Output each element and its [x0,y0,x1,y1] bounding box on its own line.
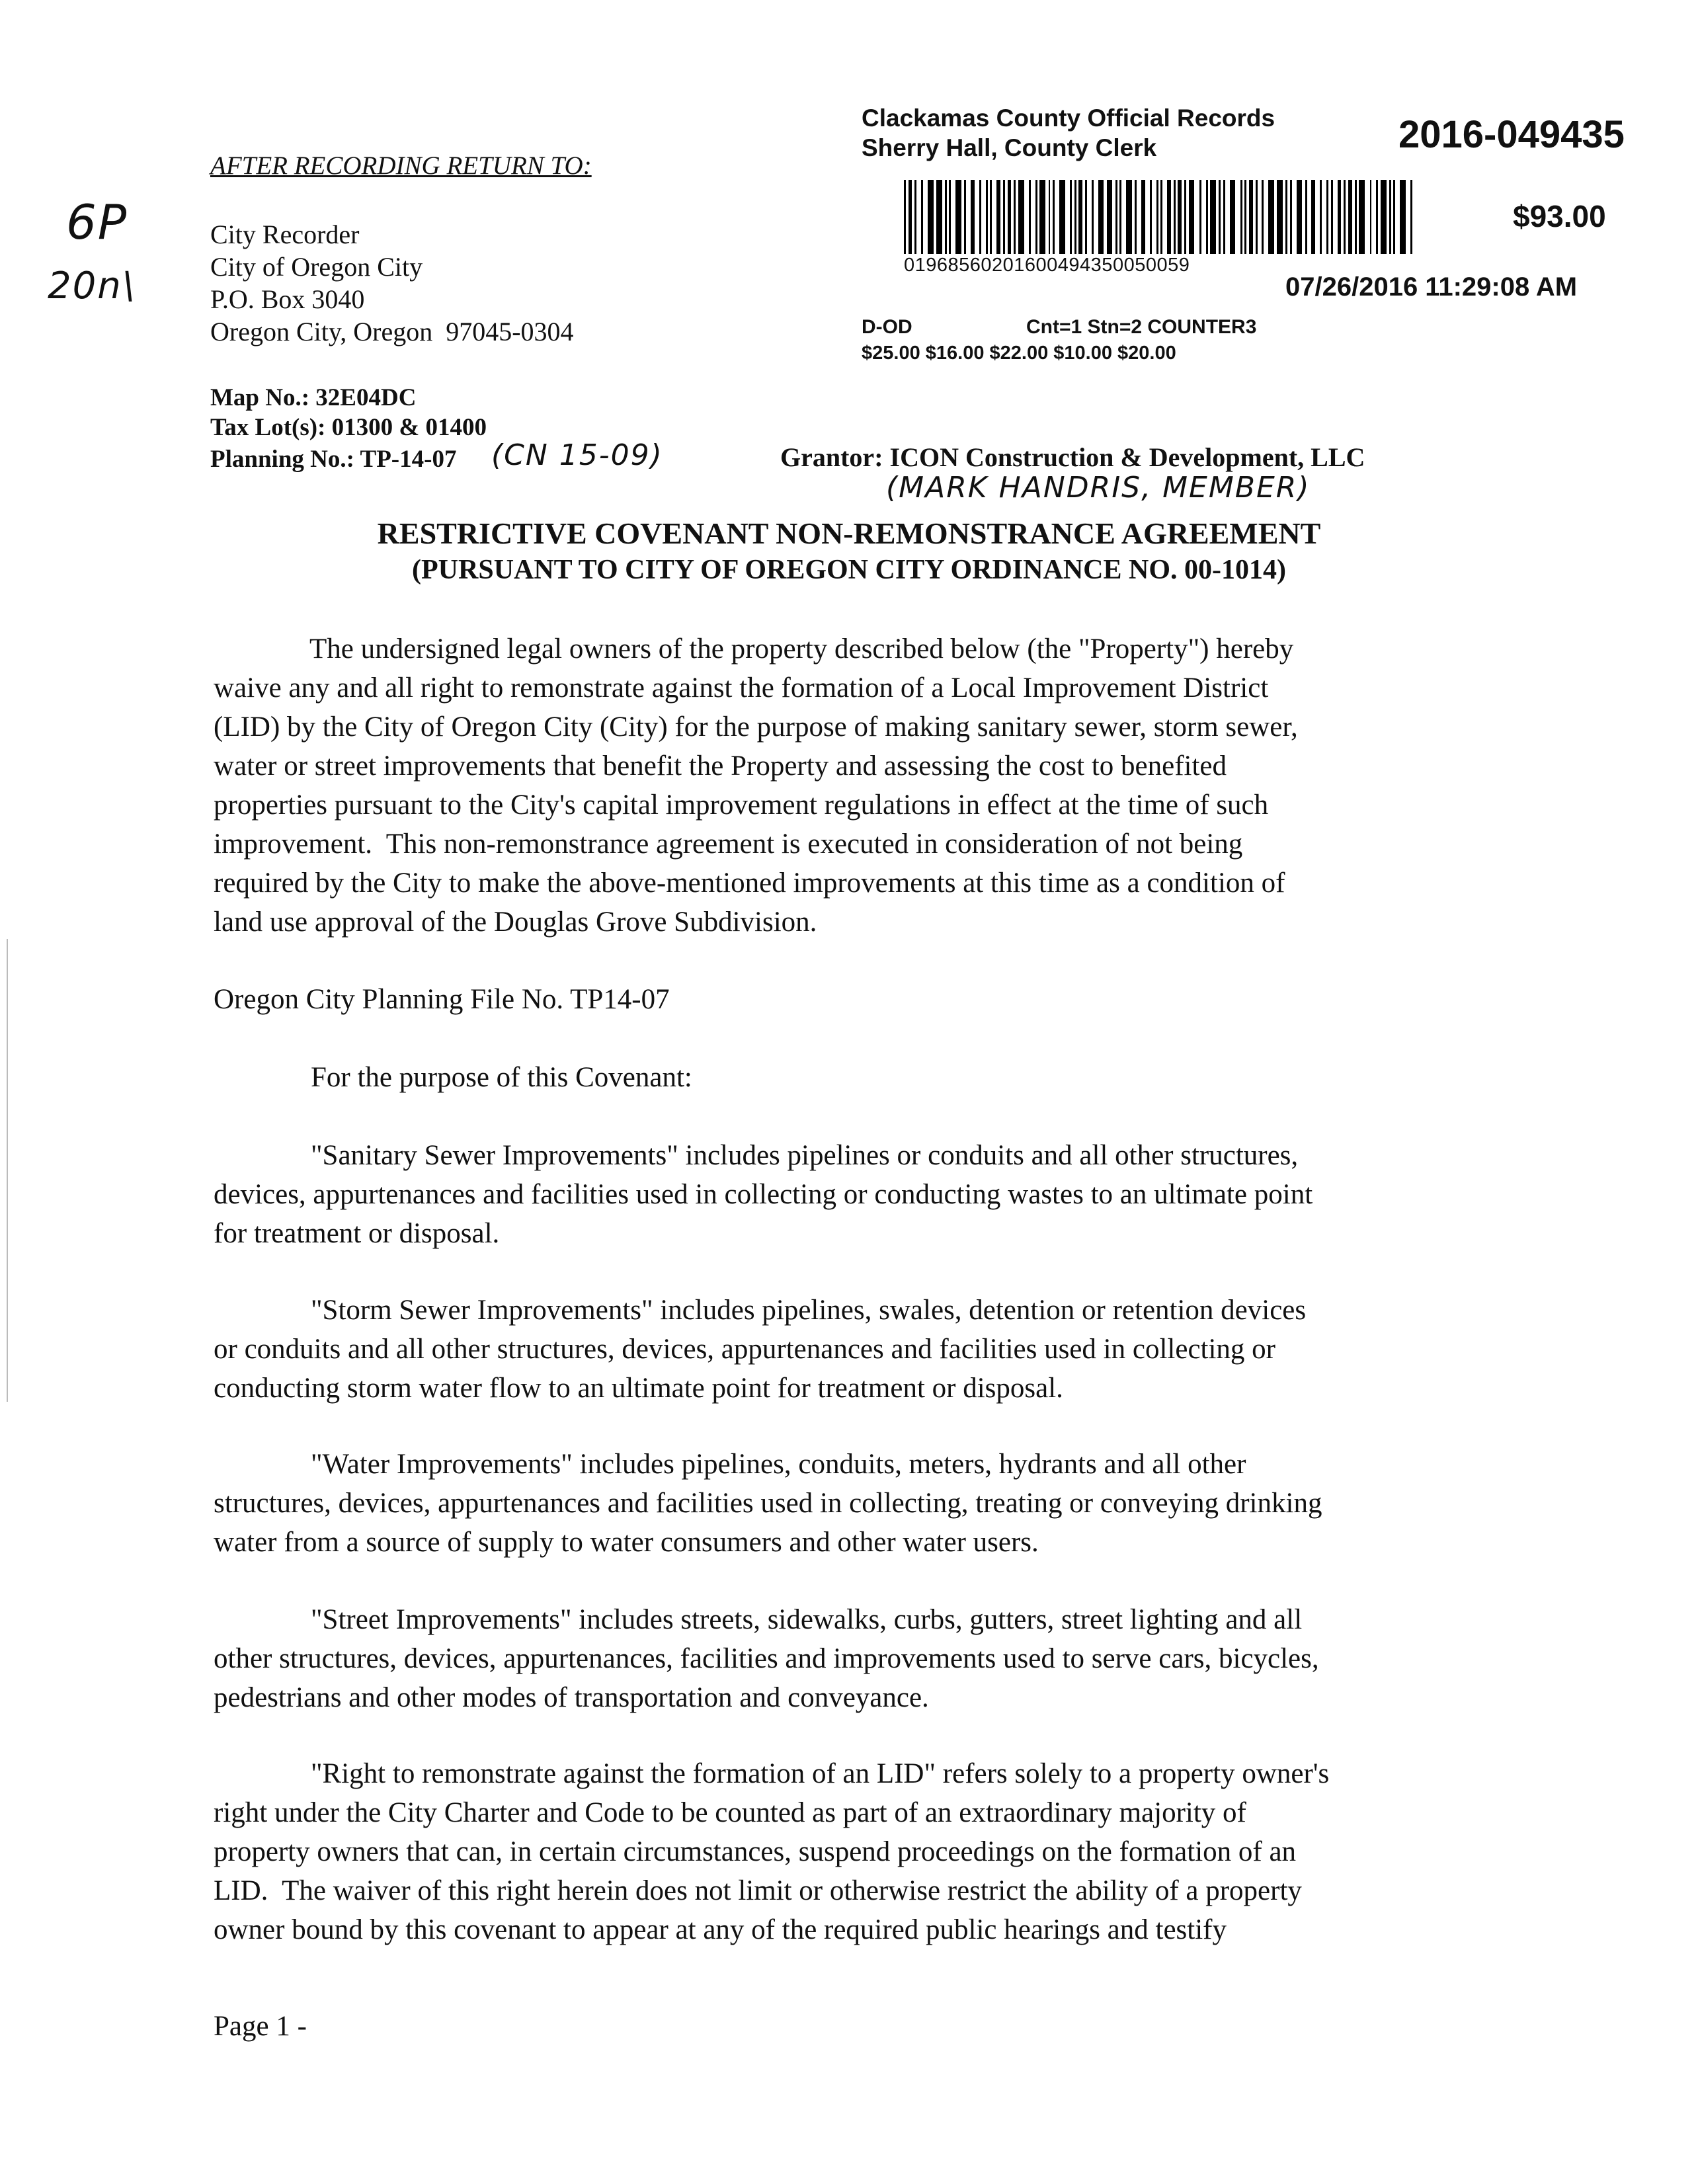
water-definition [214,1445,1536,1564]
fee-breakdown: $25.00 $16.00 $22.00 $10.00 $20.00 [862,343,1176,364]
barcode-bar [1035,180,1037,254]
recording-datetime: 07/26/2016 11:29:08 AM [1285,272,1578,302]
barcode-bar [955,180,961,254]
margin-scan-line [7,939,8,1402]
return-line-3: P.O. Box 3040 [210,284,365,314]
barcode-bar [1230,180,1236,254]
barcode-bar [1174,180,1176,254]
barcode-bar [1189,180,1195,254]
barcode-bar [1219,180,1221,254]
barcode-bar [1092,180,1094,254]
intro-line-5: properties pursuant to the City's capital improvement regulations in effect at the time of such [214,789,1269,821]
barcode-bar [914,180,916,254]
storm-line-3: conducting storm water flow to an ultimate point for treatment or disposal. [214,1373,1063,1404]
barcode-bar [1359,180,1365,254]
document-number: 2016-049435 [1398,113,1625,156]
intro-line-8: land use approval of the Douglas Grove Subdivision. [214,907,817,938]
barcode-bar [1074,180,1076,254]
barcode-bar [1400,180,1406,254]
barcode-bar [1059,180,1065,254]
barcode-bar [1355,180,1357,254]
recording-fee: $93.00 [1513,199,1606,233]
barcode-bar [1376,180,1378,254]
intro-line-6: improvement. This non-remonstrance agreement is executed in consideration of not being [214,829,1243,860]
barcode-bar [1135,180,1137,254]
grantor-name: ICON Construction & Development, LLC [889,442,1365,472]
remonstrate-line-4: LID. The waiver of this right herein does not limit or otherwise restrict the ability of a property [214,1875,1302,1906]
storm-definition [214,1291,1536,1410]
barcode-bar [1305,180,1307,254]
barcode-bar [1053,180,1055,254]
sanitary-line-3: for treatment or disposal. [214,1218,500,1249]
barcode-bar [1297,180,1303,254]
intro-line-1: The undersigned legal owners of the property described below (the "Property") hereby [309,633,1294,665]
sanitary-line-1: "Sanitary Sewer Improvements" includes pipelines or conduits and all other structures, [311,1140,1299,1171]
barcode-bar [1156,180,1158,254]
barcode-bar [1098,180,1104,254]
map-number: Map No.: 32E04DC [210,384,417,411]
planning-handwritten-note: (CN 15-09) [491,438,663,472]
barcode-bar [936,180,942,254]
barcode-bar [1331,180,1333,254]
water-line-2: structures, devices, appurtenances and facilities used in collecting, treating or conveying drinking [214,1488,1322,1519]
planning-number: Planning No.: TP-14-07 [210,446,457,473]
intro-line-2: waive any and all right to remonstrate against the formation of a Local Improvement District [214,672,1269,704]
barcode-bar [1150,180,1152,254]
barcode-bar [979,180,981,254]
page-number: Page 1 - [214,2011,307,2042]
barcode-bar [1160,180,1162,254]
barcode-bar [996,180,1000,254]
intro-paragraph [214,629,1536,947]
barcode-bar [1262,180,1264,254]
barcode-bar [986,180,988,254]
counter-station: Cnt=1 Stn=2 COUNTER3 [1026,316,1257,338]
barcode-bar [1029,180,1031,254]
barcode-number: 01968560201600494350050059 [904,255,1190,276]
barcode-bar [1344,180,1346,254]
water-line-3: water from a source of supply to water consumers and other water users. [214,1527,1039,1558]
return-heading: AFTER RECORDING RETURN TO: [210,151,592,180]
barcode-bar [1393,180,1395,254]
barcode-bar [921,180,923,254]
barcode-bar [1285,180,1287,254]
barcode-bar [1119,180,1121,254]
grantor-line [780,442,1365,473]
barcode-bar [1210,180,1216,254]
return-line-1: City Recorder [210,220,360,249]
barcode-bar [1178,180,1182,254]
grantor-handwritten-signer: (MARK HANDRIS, MEMBER) [886,471,1311,505]
barcode-bar [1348,180,1352,254]
barcode-bar [971,180,975,254]
sanitary-definition [214,1136,1536,1255]
barcode-bar [1277,180,1283,254]
barcode-bar [1167,180,1171,254]
barcode-bar [1199,180,1201,254]
barcode-bar [990,180,992,254]
barcode-bar [1003,180,1005,254]
barcode-bar [909,180,912,254]
barcode-bar [1014,180,1016,254]
planning-file-number: Oregon City Planning File No. TP14-07 [214,984,670,1015]
barcode-bar [1206,180,1208,254]
barcode-bar [1070,180,1072,254]
intro-line-4: water or street improvements that benefit the Property and assessing the cost to benefited [214,750,1227,782]
document-title-line-2: (PURSUANT TO CITY OF OREGON CITY ORDINANCE NO. 00-1014) [412,555,1286,585]
barcode-bar [1381,180,1387,254]
barcode-bar [1039,180,1045,254]
county-clerk: Sherry Hall, County Clerk [862,134,1157,161]
barcode-bar [1107,180,1113,254]
barcode-bar [1085,180,1087,254]
barcode-bar [1320,180,1322,254]
recording-office: Clackamas County Official Records [862,104,1275,132]
street-line-2: other structures, devices, appurtenances, facilities and improvements used to serve cars, bicycles, [214,1643,1319,1674]
barcode-bar [945,180,947,254]
return-address [210,218,574,348]
barcode-bar [1115,180,1117,254]
barcode-bar [1008,180,1012,254]
barcode-bar [1410,180,1412,254]
intro-line-7: required by the City to make the above-mentioned improvements at this time as a condition of [214,868,1285,899]
remonstrate-line-2: right under the City Charter and Code to be counted as part of an extraordinary majority of [214,1797,1246,1828]
barcode-bar [1370,180,1372,254]
street-line-1: "Street Improvements" includes streets, sidewalks, curbs, gutters, street lighting and all [311,1604,1303,1635]
purpose-statement: For the purpose of this Covenant: [311,1062,692,1093]
barcode [904,180,1415,254]
barcode-bar [1184,180,1186,254]
barcode-bar [1223,180,1225,254]
grantor-label: Grantor: [780,442,883,472]
document-title-line-1: RESTRICTIVE COVENANT NON-REMONSTRANCE AGREEMENT [377,516,1321,550]
barcode-bar [1244,180,1246,254]
remonstrate-line-1: "Right to remonstrate against the formation of an LID" refers solely to a property owner's [311,1758,1330,1789]
water-line-1: "Water Improvements" includes pipelines, conduits, meters, hydrants and all other [311,1449,1246,1480]
barcode-bar [1141,180,1145,254]
handwritten-margin-note-1: 6P [66,194,128,250]
remonstrate-line-5: owner bound by this covenant to appear at any of the required public hearings and testify [214,1914,1227,1945]
barcode-bar [1389,180,1391,254]
barcode-bar [1326,180,1328,254]
barcode-bar [928,180,934,254]
intro-line-3: (LID) by the City of Oregon City (City) for the purpose of making sanitary sewer, storm sewer, [214,711,1298,743]
storm-line-1: "Storm Sewer Improvements" includes pipelines, swales, detention or retention devices [311,1295,1307,1326]
barcode-bar [1256,180,1258,254]
street-definition [214,1600,1536,1719]
return-line-4: Oregon City, Oregon 97045-0304 [210,317,574,346]
barcode-bar [1311,180,1315,254]
remonstrate-line-3: property owners that can, in certain circumstances, suspend proceedings on the formation of an [214,1836,1297,1867]
barcode-bar [1240,180,1242,254]
street-line-3: pedestrians and other modes of transportation and conveyance. [214,1682,929,1713]
sanitary-line-2: devices, appurtenances and facilities used in collecting or conducting wastes to an ultimate point [214,1179,1313,1210]
barcode-bar [904,180,906,254]
barcode-bar [1018,180,1024,254]
storm-line-2: or conduits and all other structures, devices, appurtenances and facilities used in collecting or [214,1334,1275,1365]
tax-lots: Tax Lot(s): 01300 & 01400 [210,414,487,441]
barcode-bar [1268,180,1274,254]
barcode-bar [964,180,966,254]
barcode-bar [1249,180,1253,254]
barcode-bar [1290,180,1292,254]
return-line-2: City of Oregon City [210,252,423,282]
barcode-bar [1078,180,1082,254]
barcode-bar [1126,180,1132,254]
barcode-bar [949,180,951,254]
barcode-bar [1338,180,1342,254]
handwritten-margin-note-2: 20n\ [48,264,136,307]
barcode-bar [1049,180,1051,254]
document-type-code: D-OD [862,316,912,338]
remonstrate-definition [214,1754,1536,1953]
